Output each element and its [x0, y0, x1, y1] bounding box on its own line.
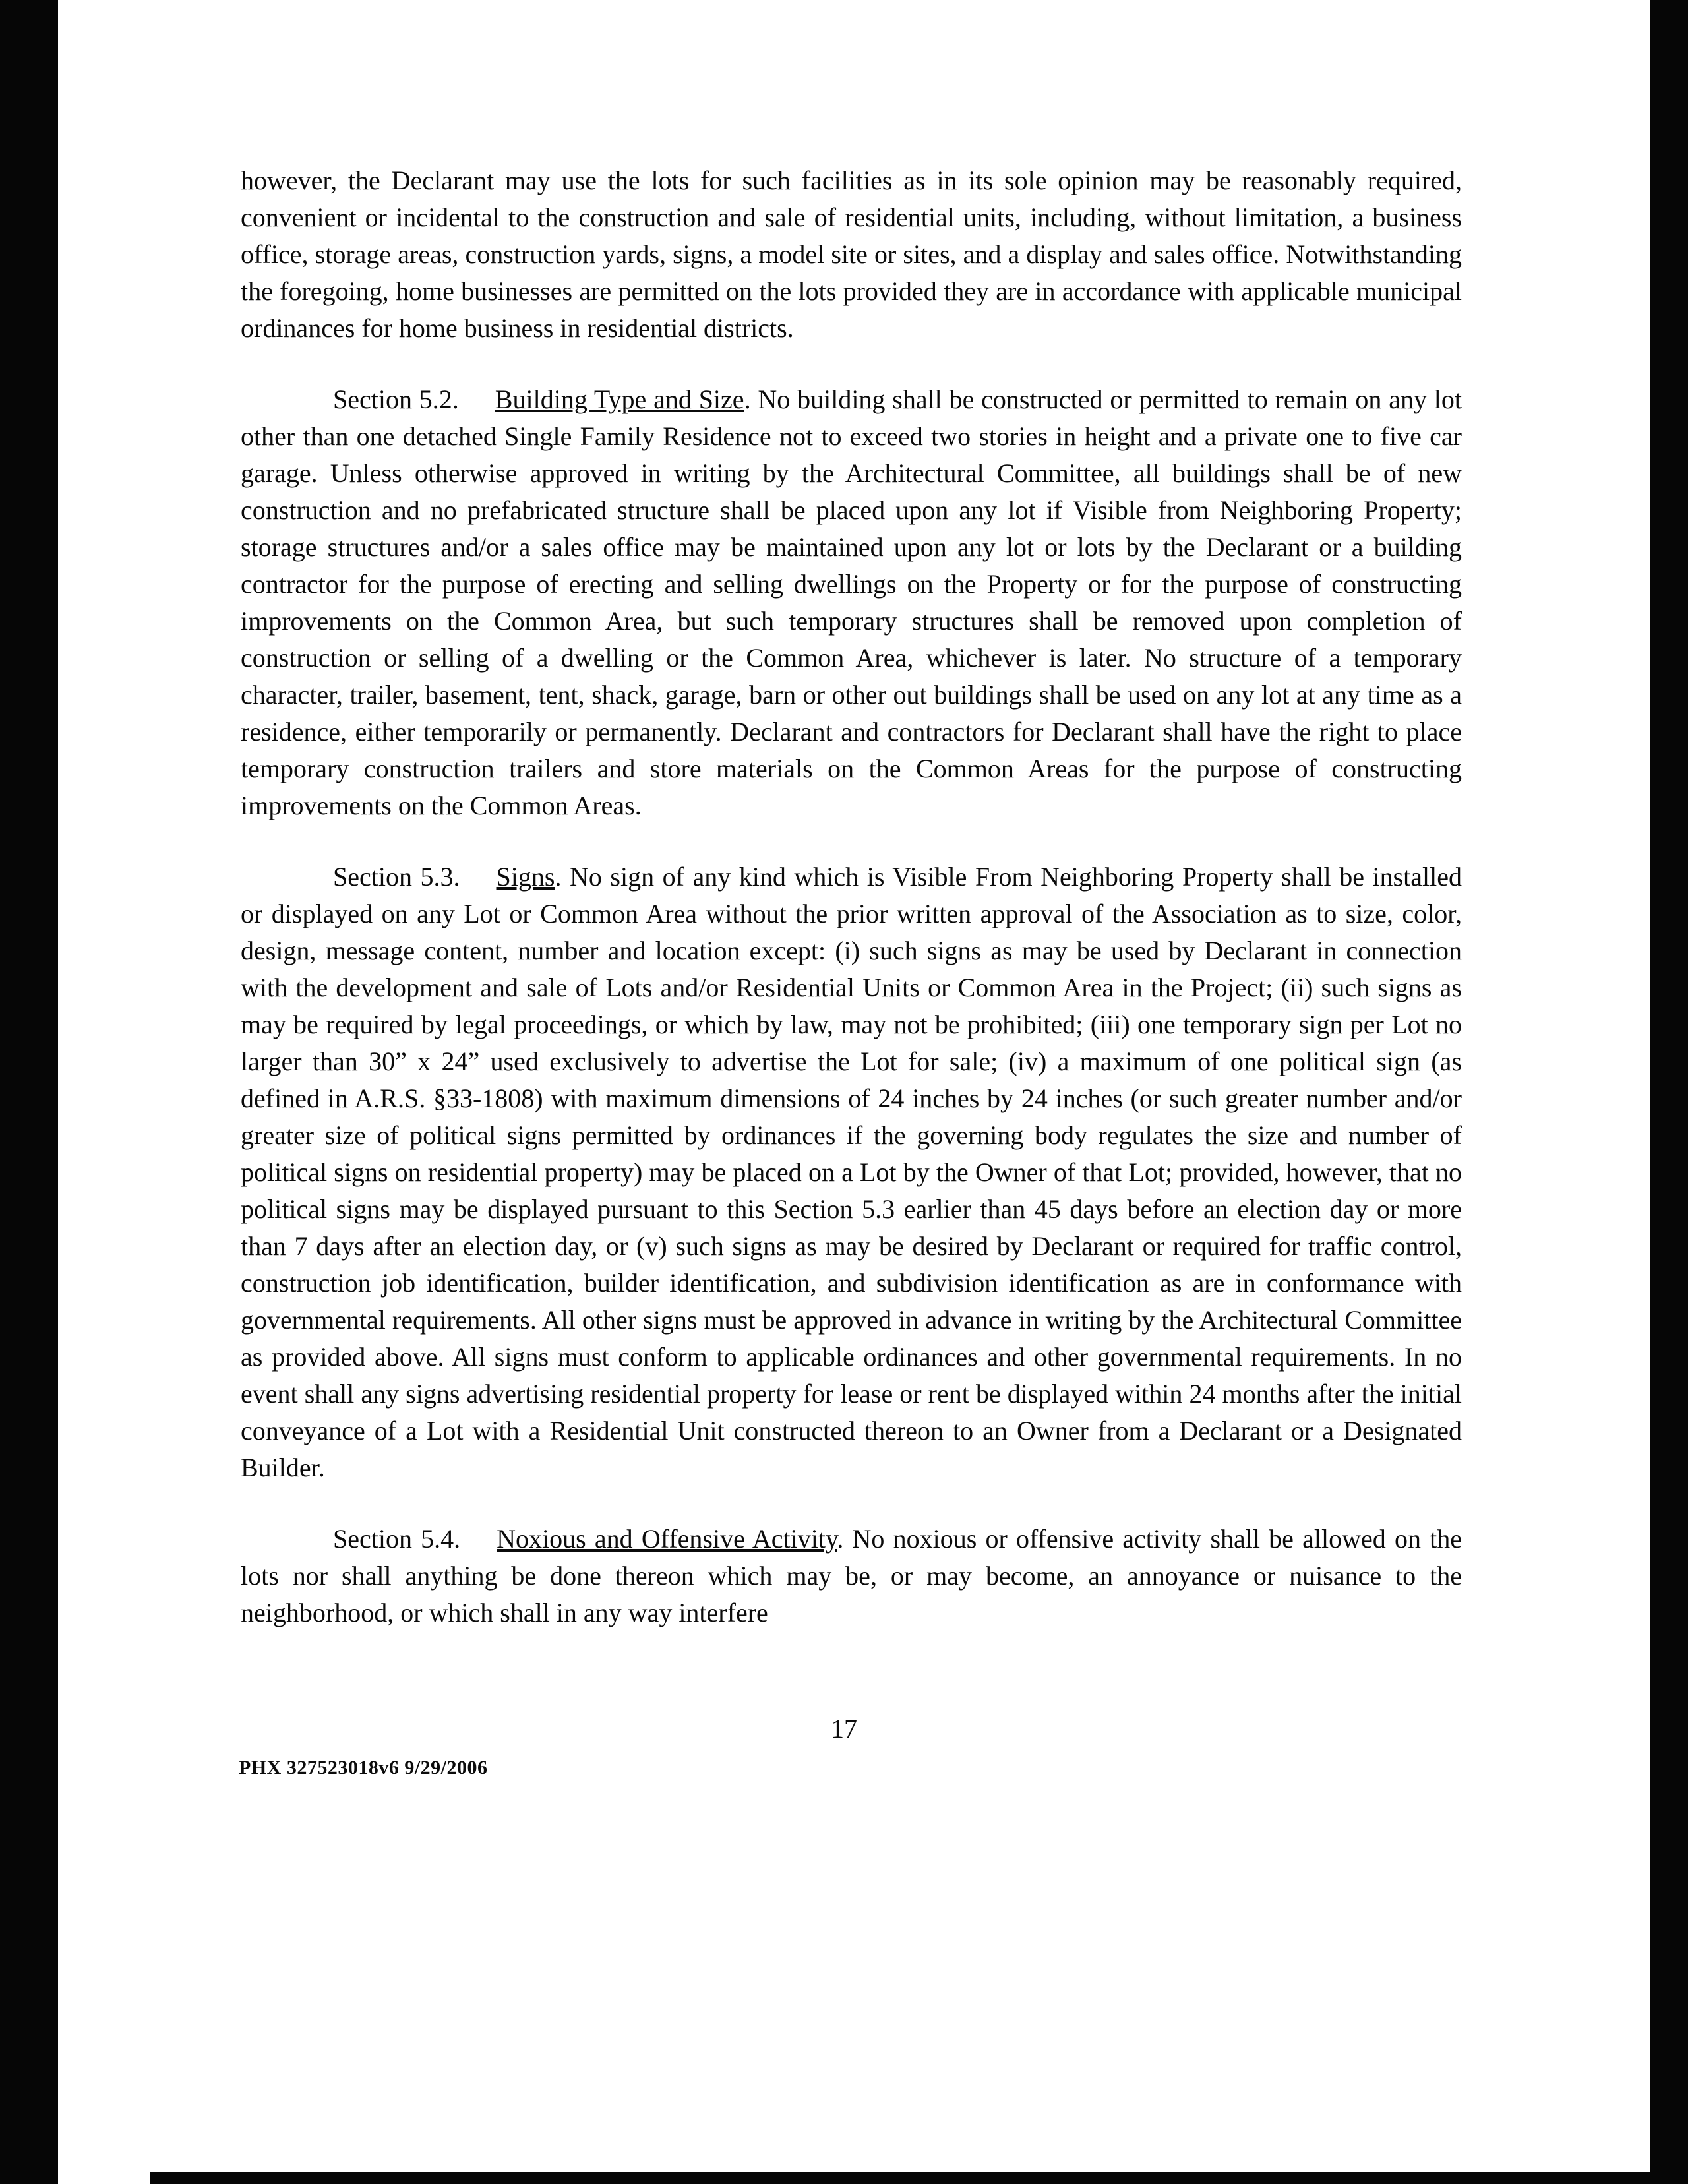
scan-edge-left: [0, 0, 58, 2184]
section-label: Section 5.3.: [333, 862, 460, 892]
paragraph-continuation: [241, 162, 1462, 347]
section-heading: Noxious and Offensive Activity: [497, 1524, 837, 1554]
section-label: Section 5.2.: [333, 384, 459, 414]
document-body: [241, 162, 1462, 1666]
section-heading: Building Type and Size: [495, 384, 744, 414]
section-heading-period: .: [837, 1524, 844, 1554]
page-number: 17: [831, 1714, 857, 1744]
section-heading-period: .: [555, 862, 562, 892]
scan-edge-right: [1650, 0, 1688, 2184]
paragraph-section-5-4: [241, 1521, 1462, 1631]
section-body: No noxious or offensive activity shall be allowed on the lots nor shall anything be done thereon which may be, or may become, an annoyance or nuisance to the neighborhood, or which shall in any way interfere: [241, 1524, 1462, 1627]
section-heading-period: .: [744, 384, 751, 414]
section-heading: Signs: [496, 862, 555, 892]
scan-edge-bottom: [150, 2172, 1651, 2184]
paragraph-text: however, the Declarant may use the lots for such facilities as in its sole opinion may be reasonably required, convenient or incidental to the construction and sale of residential units, including, without limitation, a business office, storage areas, construction yards, signs, a model site or sites, and a display and sales office. Notwithstanding the foregoing, home businesses are permitted on the lots provided they are in accordance with applicable municipal ordinances for home business in residential districts.: [241, 166, 1462, 343]
section-label: Section 5.4.: [333, 1524, 461, 1554]
paragraph-section-5-3: [241, 859, 1462, 1486]
paragraph-section-5-2: [241, 381, 1462, 824]
section-body: No sign of any kind which is Visible From Neighboring Property shall be installed or displayed on any Lot or Common Area without the prior written approval of the Association as to size, color, design, message content, number and location except: (i) such signs as may be used by Declarant in connection with the development and sale of Lots and/or Residential Units or Common Area in the Project; (ii) such signs as may be required by legal proceedings, or which by law, may not be prohibited; (iii) one temporary sign per Lot no larger than 30” x 24” used exclusively to advertise the Lot for sale; (iv) a maximum of one political sign (as defined in A.R.S. §33-1808) with maximum dimensions of 24 inches by 24 inches (or such greater number and/or greater size of political signs permitted by ordinances if the governing body regulates the size and number of political signs on residential property) may be placed on a Lot by the Owner of that Lot; provided, however, that no political signs may be displayed pursuant to this Section 5.3 earlier than 45 days before an election day or more than 7 days after an election day, or (v) such signs as may be desired by Declarant or required for traffic control, construction job identification, builder identification, and subdivision identification as are in conformance with governmental requirements. All other signs must be approved in advance in writing by the Architectural Committee as provided above. All signs must conform to applicable ordinances and other governmental requirements. In no event shall any signs advertising residential property for lease or rent be displayed within 24 months after the initial conveyance of a Lot with a Residential Unit constructed thereon to an Owner from a Declarant or a Designated Builder.: [241, 862, 1462, 1482]
section-body: No building shall be constructed or permitted to remain on any lot other than one detached Single Family Residence not to exceed two stories in height and a private one to five car garage. Unless otherwise approved in writing by the Architectural Committee, all buildings shall be of new construction and no prefabricated structure shall be placed upon any lot if Visible from Neighboring Property; storage structures and/or a sales office may be maintained upon any lot or lots by the Declarant or a building contractor for the purpose of erecting and selling dwellings on the Property or for the purpose of constructing improvements on the Common Area, but such temporary structures shall be removed upon completion of construction or selling of a dwelling or the Common Area, whichever is later. No structure of a temporary character, trailer, basement, tent, shack, garage, barn or other out buildings shall be used on any lot at any time as a residence, either temporarily or permanently. Declarant and contractors for Declarant shall have the right to place temporary construction trailers and store materials on the Common Areas for the purpose of constructing improvements on the Common Areas.: [241, 384, 1462, 820]
document-reference-footer: PHX 327523018v6 9/29/2006: [239, 1757, 488, 1778]
